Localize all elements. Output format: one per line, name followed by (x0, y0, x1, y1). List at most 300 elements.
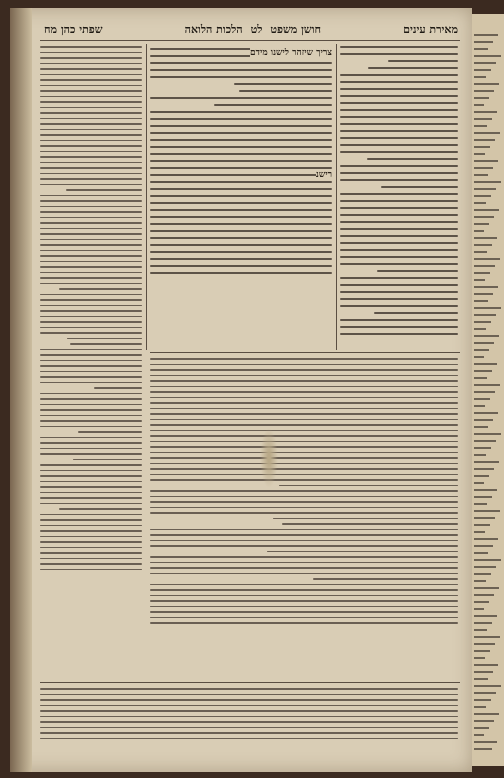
text-line (313, 578, 458, 580)
text-line (150, 479, 458, 481)
text-line (150, 556, 458, 558)
text-line (377, 270, 458, 272)
text-line (150, 76, 332, 78)
text-line (40, 173, 142, 175)
text-line (40, 354, 142, 356)
text-line (340, 284, 458, 286)
text-line (150, 468, 458, 470)
text-line (40, 332, 142, 334)
text-line (150, 617, 458, 619)
text-line (40, 310, 142, 312)
text-line (340, 123, 458, 125)
text-line (474, 328, 486, 330)
text-line (40, 699, 458, 701)
text-line (150, 408, 458, 410)
text-line (340, 221, 458, 223)
text-line (474, 314, 496, 316)
text-line (474, 69, 491, 71)
text-line (474, 349, 489, 351)
text-line (150, 237, 332, 239)
text-line (150, 529, 458, 531)
header-center-3: הלכות הלואה (184, 22, 243, 36)
text-line (474, 510, 500, 512)
text-line (40, 349, 142, 351)
text-line (340, 305, 458, 307)
text-line (40, 145, 142, 147)
text-line (474, 384, 500, 386)
text-line (474, 258, 500, 260)
text-line (474, 251, 487, 253)
text-line (474, 146, 490, 148)
text-line (340, 256, 458, 258)
text-line (340, 95, 458, 97)
text-line (40, 321, 142, 323)
text-line (474, 286, 498, 288)
text-line (40, 222, 142, 224)
text-line (474, 62, 496, 64)
text-line (40, 74, 142, 76)
text-line (150, 358, 458, 360)
lower-commentary-block (150, 358, 458, 678)
text-line (40, 393, 142, 395)
text-line (40, 90, 142, 92)
right-commentary-column (340, 46, 458, 346)
text-line (150, 174, 332, 176)
text-line (150, 567, 458, 569)
text-line (150, 474, 458, 476)
text-line (267, 551, 458, 553)
text-line (40, 536, 142, 538)
text-line (474, 517, 495, 519)
text-line (150, 380, 458, 382)
text-line (474, 412, 498, 414)
text-line (40, 569, 142, 571)
left-commentary-column (40, 46, 142, 676)
text-line (474, 692, 496, 694)
text-line (474, 307, 501, 309)
text-line (474, 216, 494, 218)
text-line (150, 424, 458, 426)
text-line (40, 492, 142, 494)
text-line (40, 239, 142, 241)
text-line (40, 206, 142, 208)
text-line (150, 452, 458, 454)
text-line (474, 496, 492, 498)
text-line (474, 153, 485, 155)
section-heading: רישנ (315, 170, 332, 180)
text-line (150, 562, 458, 564)
text-line (150, 369, 458, 371)
text-line (374, 312, 458, 314)
text-line (40, 530, 142, 532)
text-line (474, 223, 489, 225)
text-line (340, 193, 458, 195)
text-line (40, 200, 142, 202)
text-line (474, 657, 485, 659)
text-line (340, 263, 458, 265)
text-line (66, 189, 143, 191)
text-line (474, 139, 495, 141)
text-line (40, 129, 142, 131)
text-line (150, 540, 458, 542)
text-line (150, 545, 458, 547)
text-line (40, 68, 142, 70)
text-line (340, 179, 458, 181)
text-line (474, 300, 488, 302)
text-line (40, 448, 142, 450)
text-line (150, 202, 332, 204)
text-line (474, 398, 490, 400)
text-line (40, 255, 142, 257)
text-line (474, 594, 494, 596)
main-heading: צריך שיזהר לישנו מידם (250, 48, 332, 58)
text-line (40, 721, 458, 723)
text-line (340, 102, 458, 104)
text-line (150, 457, 458, 459)
header-center-1: חושן משפט (270, 22, 322, 36)
text-line (388, 60, 458, 62)
text-line (70, 343, 142, 345)
text-line (59, 288, 142, 290)
text-line (474, 48, 488, 50)
text-line (40, 79, 142, 81)
text-line (474, 636, 500, 638)
text-line (150, 188, 332, 190)
text-line (150, 600, 458, 602)
text-line (40, 217, 142, 219)
text-line (474, 552, 488, 554)
main-text-column (150, 48, 332, 348)
text-line (40, 727, 458, 729)
text-line (40, 123, 142, 125)
text-line (40, 694, 458, 696)
text-line (474, 699, 491, 701)
text-line (214, 104, 332, 106)
text-line (474, 671, 493, 673)
text-line (150, 132, 332, 134)
text-line (474, 265, 495, 267)
text-line (474, 34, 498, 36)
text-line (150, 146, 332, 148)
text-line (150, 181, 332, 183)
text-line (340, 291, 458, 293)
text-line (474, 643, 495, 645)
text-line (474, 664, 498, 666)
text-line (474, 244, 492, 246)
text-line (40, 705, 458, 707)
text-line (150, 153, 332, 155)
text-line (150, 62, 332, 64)
text-line (40, 486, 142, 488)
text-line (340, 333, 458, 335)
text-line (40, 57, 142, 59)
text-line (40, 420, 142, 422)
text-line (340, 200, 458, 202)
text-line (40, 481, 142, 483)
text-line (150, 589, 458, 591)
text-line (474, 202, 486, 204)
text-line (78, 431, 142, 433)
text-line (474, 524, 490, 526)
text-line (40, 316, 142, 318)
text-line (40, 503, 142, 505)
text-line (40, 46, 142, 48)
text-line (40, 250, 142, 252)
text-line (340, 277, 458, 279)
text-line (340, 249, 458, 251)
text-line (40, 365, 142, 367)
text-line (59, 508, 142, 510)
text-line (150, 97, 332, 99)
text-line (474, 132, 500, 134)
text-line (150, 430, 458, 432)
text-line (150, 397, 458, 399)
text-line (40, 140, 142, 142)
text-line (340, 165, 458, 167)
text-line (150, 611, 458, 613)
text-line (40, 112, 142, 114)
text-line (40, 283, 142, 285)
text-line (368, 67, 458, 69)
header-left: שפתי כהן מח (44, 22, 103, 36)
text-line (474, 83, 499, 85)
text-line (340, 298, 458, 300)
text-line (150, 209, 332, 211)
text-line (474, 188, 496, 190)
text-line (474, 531, 485, 533)
text-line (40, 415, 142, 417)
text-line (367, 158, 458, 160)
text-line (150, 195, 332, 197)
text-line (150, 216, 332, 218)
main-text-bottom-rule (150, 352, 460, 353)
text-line (67, 338, 142, 340)
text-line (340, 228, 458, 230)
text-line (474, 181, 501, 183)
text-line (150, 111, 332, 113)
text-line (150, 595, 458, 597)
text-line (474, 195, 491, 197)
text-line (474, 615, 497, 617)
text-line (40, 162, 142, 164)
text-line (40, 525, 142, 527)
text-line (150, 419, 458, 421)
text-line (40, 398, 142, 400)
text-line (40, 541, 142, 543)
text-line (474, 55, 501, 57)
text-line (474, 608, 484, 610)
text-line (40, 688, 458, 690)
text-line (474, 573, 491, 575)
text-line (150, 223, 332, 225)
text-line (40, 519, 142, 521)
text-line (40, 52, 142, 54)
text-line (474, 622, 492, 624)
text-line (40, 547, 142, 549)
text-line (474, 426, 488, 428)
text-line (474, 279, 485, 281)
text-line (474, 489, 497, 491)
text-line (340, 172, 458, 174)
left-column-divider (146, 44, 147, 350)
text-line (40, 261, 142, 263)
adjacent-page-edge (472, 14, 504, 766)
text-line (474, 720, 494, 722)
text-line (150, 160, 332, 162)
text-line (40, 277, 142, 279)
text-line (474, 433, 501, 435)
text-line (279, 485, 458, 487)
text-line (40, 195, 142, 197)
text-line (474, 741, 497, 743)
text-line (474, 587, 499, 589)
text-line (40, 63, 142, 65)
text-line (40, 563, 142, 565)
running-header (44, 20, 458, 38)
text-line (150, 501, 458, 503)
text-line (40, 244, 142, 246)
text-line (40, 442, 142, 444)
text-line (474, 734, 484, 736)
text-line (40, 464, 142, 466)
text-line (150, 265, 332, 267)
text-line (150, 139, 332, 141)
header-rule (40, 40, 460, 41)
text-line (340, 109, 458, 111)
text-line (474, 111, 497, 113)
text-line (150, 441, 458, 443)
text-line (340, 137, 458, 139)
text-line (40, 118, 142, 120)
text-line (40, 299, 142, 301)
text-line (474, 538, 498, 540)
text-line (474, 461, 499, 463)
text-line (150, 391, 458, 393)
text-line (474, 405, 485, 407)
text-line (474, 293, 493, 295)
text-line (40, 327, 142, 329)
text-line (474, 748, 492, 750)
text-line (340, 53, 458, 55)
text-line (273, 518, 458, 520)
text-line (40, 558, 142, 560)
text-line (474, 76, 486, 78)
text-line (40, 382, 142, 384)
text-line (40, 134, 142, 136)
text-line (474, 272, 490, 274)
text-line (150, 69, 332, 71)
text-line (340, 116, 458, 118)
text-line (40, 716, 458, 718)
text-line (150, 507, 458, 509)
text-line (474, 580, 486, 582)
text-line (150, 584, 458, 586)
text-line (40, 305, 142, 307)
text-line (150, 375, 458, 377)
text-line (40, 184, 142, 186)
text-line (150, 402, 458, 404)
text-line (474, 41, 493, 43)
text-line (40, 710, 458, 712)
text-line (474, 419, 493, 421)
text-line (474, 90, 494, 92)
text-line (474, 174, 488, 176)
text-line (40, 294, 142, 296)
text-line (40, 96, 142, 98)
text-line (150, 496, 458, 498)
text-line (150, 258, 332, 260)
text-line (40, 475, 142, 477)
text-line (40, 233, 142, 235)
text-line (40, 178, 142, 180)
text-line (40, 738, 458, 740)
text-line (474, 559, 501, 561)
text-line (474, 370, 492, 372)
text-line (474, 678, 488, 680)
text-line (150, 463, 458, 465)
text-line (474, 237, 497, 239)
text-line (340, 151, 458, 153)
text-line (381, 186, 458, 188)
text-line (474, 629, 487, 631)
text-line (40, 156, 142, 158)
text-line (340, 319, 458, 321)
text-line (40, 470, 142, 472)
text-line (474, 468, 494, 470)
text-line (340, 144, 458, 146)
text-line (40, 497, 142, 499)
text-line (40, 167, 142, 169)
text-line (40, 552, 142, 554)
paper-stain (260, 428, 278, 488)
text-line (474, 356, 484, 358)
text-line (150, 118, 332, 120)
text-line (282, 523, 458, 525)
text-line (150, 606, 458, 608)
text-line (40, 228, 142, 230)
text-line (150, 386, 458, 388)
text-line (474, 713, 499, 715)
text-line (150, 435, 458, 437)
text-line (474, 118, 492, 120)
text-line (40, 514, 142, 516)
text-line (474, 475, 489, 477)
text-line (40, 211, 142, 213)
right-column-divider (336, 44, 337, 350)
footnote-rule (40, 682, 460, 683)
text-line (340, 88, 458, 90)
text-line (40, 376, 142, 378)
text-line (150, 622, 458, 624)
text-line (40, 266, 142, 268)
text-line (474, 482, 484, 484)
text-line (340, 130, 458, 132)
text-line (40, 85, 142, 87)
text-line (474, 706, 486, 708)
text-line (40, 272, 142, 274)
text-line (40, 437, 142, 439)
text-line (150, 364, 458, 366)
text-line (40, 151, 142, 153)
text-line (340, 207, 458, 209)
text-line (474, 342, 494, 344)
text-line (40, 453, 142, 455)
text-line (150, 573, 458, 575)
text-line (40, 101, 142, 103)
text-line (340, 242, 458, 244)
text-line (150, 446, 458, 448)
text-line (474, 97, 489, 99)
